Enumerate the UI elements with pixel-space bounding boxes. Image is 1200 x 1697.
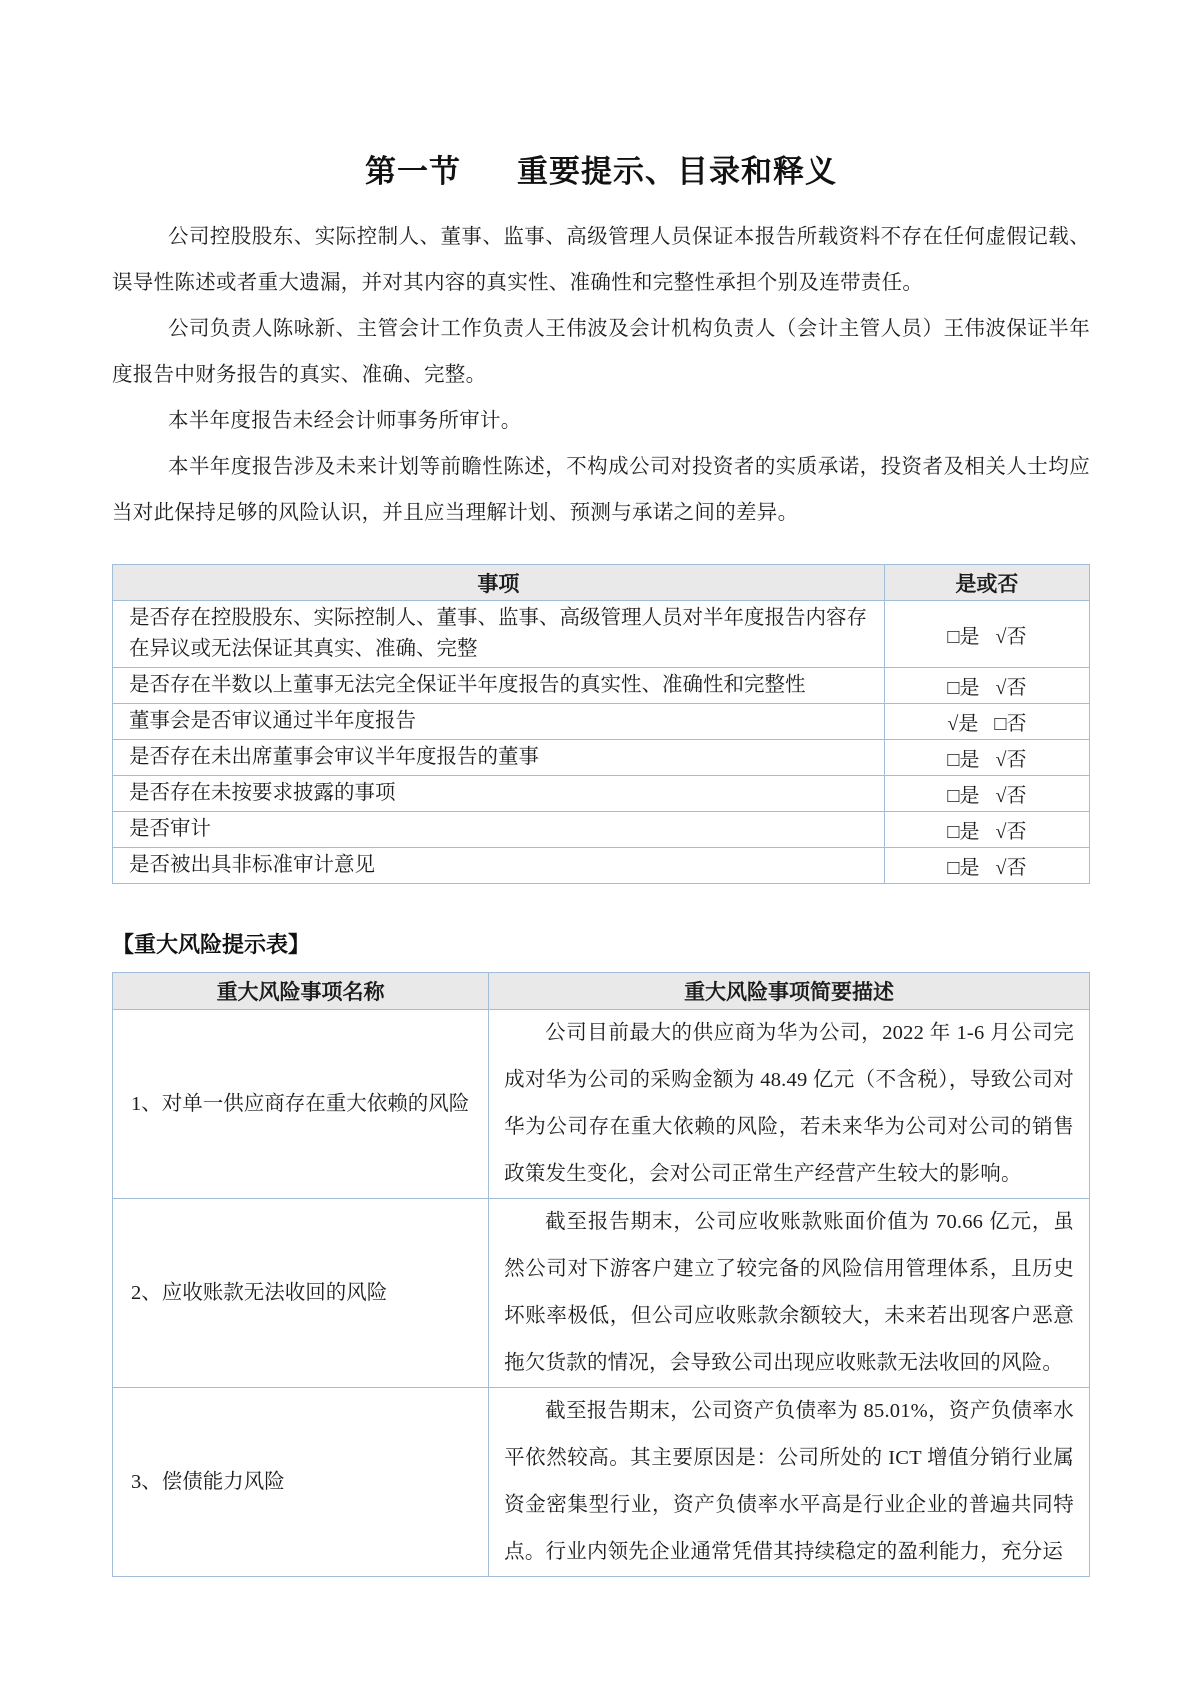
no-checkbox: √否 [995, 785, 1027, 807]
table-row [113, 848, 1090, 884]
paragraph: 公司控股股东、实际控制人、董事、监事、高级管理人员保证本报告所载资料不存在任何虚假记载、误导性陈述或者重大遗漏，并对其内容的真实性、准确性和完整性承担个别及连带责任。 [112, 226, 1090, 294]
item-text: 是否存在未按要求披露的事项 [113, 776, 885, 812]
item-text: 董事会是否审议通过半年度报告 [113, 704, 885, 740]
no-checkbox: □否 [994, 713, 1027, 735]
table-row [113, 1010, 1090, 1199]
risk-name: 3、偿债能力风险 [113, 1388, 489, 1577]
yes-checkbox: □是 [947, 749, 980, 771]
yes-checkbox: □是 [947, 625, 980, 648]
risk-description: 截至报告期末，公司资产负债率为 85.01%，资产负债率水平依然较高。其主要原因是：公司所处的 ICT 增值分销行业属资金密集型行业，资产负债率水平高是行业企业的普遍共同特点。行业内领先企业通常凭借其持续稳定的盈利能力，充分运 [489, 1388, 1090, 1577]
table-row [113, 668, 1090, 704]
item-text: 是否存在控股股东、实际控制人、董事、监事、高级管理人员对半年度报告内容存在异议或无法保证其真实、准确、完整 [113, 601, 885, 668]
no-checkbox: √否 [995, 857, 1027, 879]
risk-name: 2、应收账款无法收回的风险 [113, 1199, 489, 1388]
risk-table [112, 972, 1090, 1577]
risk-table-header-row [113, 973, 1090, 1010]
paragraph: 公司负责人陈咏新、主管会计工作负责人王伟波及会计机构负责人（会计主管人员）王伟波保证半年度报告中财务报告的真实、准确、完整。 [112, 318, 1090, 386]
answer-cell [884, 848, 1089, 884]
column-header-answer: 是或否 [884, 565, 1089, 601]
no-checkbox: √否 [995, 821, 1027, 843]
table-row [113, 740, 1090, 776]
no-checkbox: √否 [995, 677, 1027, 699]
table-row [113, 1199, 1090, 1388]
answer-cell [884, 776, 1089, 812]
yes-checkbox: □是 [947, 677, 980, 699]
answer-cell [884, 668, 1089, 704]
page-title [112, 152, 1090, 192]
yes-checkbox: □是 [947, 785, 980, 807]
table-row [113, 776, 1090, 812]
paragraph: 本半年度报告涉及未来计划等前瞻性陈述，不构成公司对投资者的实质承诺，投资者及相关人士均应当对此保持足够的风险认识，并且应当理解计划、预测与承诺之间的差异。 [112, 456, 1090, 524]
answer-cell [884, 740, 1089, 776]
table-row [113, 704, 1090, 740]
risk-description: 截至报告期末，公司应收账款账面价值为 70.66 亿元，虽然公司对下游客户建立了较完备的风险信用管理体系，且历史坏账率极低，但公司应收账款余额较大，未来若出现客户恶意拖欠货款的情况，会导致公司出现应收账款无法收回的风险。 [489, 1199, 1090, 1388]
paragraph: 本半年度报告未经会计师事务所审计。 [168, 410, 522, 432]
yes-checkbox: √是 [947, 713, 979, 735]
risk-description: 公司目前最大的供应商为华为公司，2022 年 1-6 月公司完成对华为公司的采购金额为 48.49 亿元（不含税），导致公司对华为公司存在重大依赖的风险，若未来华为公司对公司的销售政策发生变化，会对公司正常生产经营产生较大的影响。 [489, 1010, 1090, 1199]
risk-name: 1、对单一供应商存在重大依赖的风险 [113, 1010, 489, 1199]
yes-checkbox: □是 [947, 857, 980, 879]
item-text: 是否被出具非标准审计意见 [113, 848, 885, 884]
statement-table [112, 564, 1090, 884]
answer-cell [884, 601, 1089, 668]
column-header-risk-name: 重大风险事项名称 [113, 973, 489, 1010]
answer-cell [884, 812, 1089, 848]
section-title: 重要提示、目录和释义 [517, 154, 837, 189]
table-row [113, 1388, 1090, 1577]
no-checkbox: √否 [995, 749, 1027, 771]
item-text: 是否存在未出席董事会审议半年度报告的董事 [113, 740, 885, 776]
item-text: 是否审计 [113, 812, 885, 848]
statement-table-header-row [113, 565, 1090, 601]
intro-paragraphs [112, 214, 1090, 536]
risk-table-heading: 【重大风险提示表】 [112, 932, 311, 957]
column-header-item: 事项 [113, 565, 885, 601]
table-row [113, 812, 1090, 848]
item-text: 是否存在半数以上董事无法完全保证半年度报告的真实性、准确性和完整性 [113, 668, 885, 704]
section-number: 第一节 [365, 154, 461, 189]
column-header-risk-desc: 重大风险事项简要描述 [489, 973, 1090, 1010]
answer-cell [884, 704, 1089, 740]
yes-checkbox: □是 [947, 821, 980, 843]
table-row [113, 601, 1090, 668]
no-checkbox: √否 [995, 625, 1027, 648]
